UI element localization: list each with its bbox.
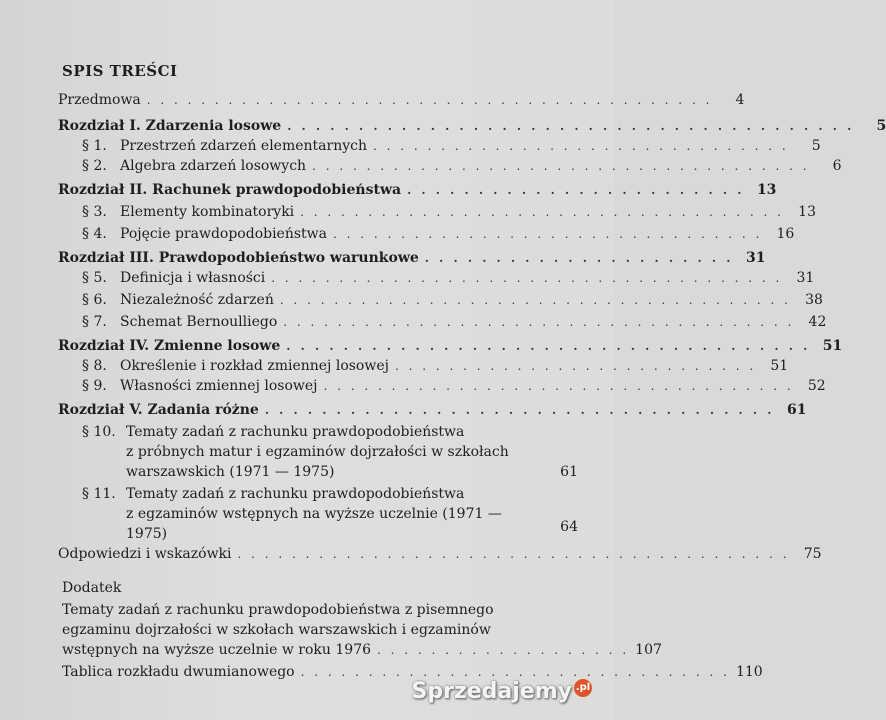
toc-entry-page: 75 [803,546,822,562]
toc-entry-page: 13 [798,204,816,220]
toc-entry-page: 4 [735,92,745,108]
toc-section-10 [82,424,464,441]
toc-section [82,314,827,331]
toc-chapter [58,250,766,267]
toc-entry-page: 5 [876,118,886,134]
dot-leader: . . . . . . . . . . . . . . . . . . . . . . [424,251,734,265]
section-number: § 10. [82,424,116,440]
toc-entry-page: 31 [796,270,815,286]
toc-section [82,204,816,221]
dot-leader: . . . . . . . . . . . . . . . . . . . . . . . . . . . . . . . . . . . . . . [283,315,795,329]
dot-leader: . . . . . . . . . . . . . . . . . . . . . . . . . . . . . . . . . . . . [300,205,784,219]
toc-entry-title: Przedmowa [58,92,141,108]
toc-chapter [58,182,777,199]
toc-entry-title: Rozdział III. Prawdopodobieństwo warunkowe [58,250,419,266]
toc-entry-page: 42 [808,314,827,330]
toc-entry-page: 61 [786,402,807,418]
dot-leader: . . . . . . . . . . . . . . . . . . . . . . . . . . . . . . . . . . . . . [286,339,811,353]
section-number: § 5. [82,270,107,286]
toc-entry-title: Przestrzeń zdarzeń elementarnych [120,138,367,154]
toc-entry-title: Rozdział I. Zdarzenia losowe [58,118,282,134]
toc-entry-title: Rozdział IV. Zmienne losowe [58,338,281,354]
toc-chapter [58,338,843,355]
toc-entry-title: Pojęcie prawdopodobieństwa [120,226,327,242]
dot-leader: . . . . . . . . . . . . . . . . . . . . . . . . . . . . . . . . . . . . . . . . [287,119,855,133]
section-10-line-3: warszawskich (1971 — 1975) [126,464,335,480]
dot-leader: . . . . . . . . . . . . . . . . . . . . . . . . . . . . . . . . . . . . . . . . . [237,547,790,561]
section-number: § 8. [82,358,107,374]
dot-leader: . . . . . . . . . . . . . . . . . . . . . . . . . . . . . . . [372,139,789,153]
dot-leader: . . . . . . . . . . . . . . . . . . . . . . . . . . . [394,359,757,373]
section-10-line-1: Tematy zadań z rachunku prawdopodobieństwa [126,424,465,440]
toc-entry-title: Rozdział V. Zadania różne [58,402,259,418]
toc-entry-title: Odpowiedzi i wskazówki [58,546,232,562]
watermark-badge: .pl [574,679,592,697]
toc-entry-title: Rozdział II. Rachunek prawdopodobieństwa [58,182,402,198]
toc-entry-page: 61 [560,464,578,480]
toc-entry-page: 38 [805,292,823,308]
toc-entry-page: 64 [560,519,578,535]
dot-leader: . . . . . . . . . . . . . . . . . . . . . . . . . . . . . . . . . . . . . . [279,293,791,307]
section-11-line-3: 1975) [126,526,168,542]
toc-entry-title: Schemat Bernoulliego [120,314,278,330]
toc-entry-page: 13 [756,182,777,198]
section-10-line-2: z próbnych matur i egzaminów dojrzałości w szkołach [126,444,509,460]
dot-leader: . . . . . . . . . . . . . . . . . . . . . . . . . . . . . . . . [333,227,763,241]
toc-entry-page: 31 [745,250,766,266]
toc-section [82,270,815,287]
toc-entry-page: 16 [776,226,795,242]
toc-section [82,138,821,155]
toc-entry [58,92,745,109]
watermark-text: Sprzedajemy [411,679,572,704]
toc-entry-title: Określenie i rozkład zmiennej losowej [120,358,389,374]
dot-leader: . . . . . . . . . . . . . . . . . . . [377,643,630,657]
toc-section [82,292,823,309]
appendix-line-2: egzaminu dojrzałości w szkołach warszawskich i egzaminów [62,622,491,638]
dot-leader: . . . . . . . . . . . . . . . . . . . . . . . . . . . . . . . . . . . . . . . . . . [146,93,713,107]
toc-entry-page: 51 [822,338,843,354]
dot-leader: . . . . . . . . . . . . . . . . . . . . . . . . . . . . . . . . . . . . . . [271,271,783,285]
dot-leader: . . . . . . . . . . . . . . . . . . . . . . . . [407,183,745,197]
section-number: § 4. [82,226,107,242]
toc-section [82,226,795,243]
toc-entry [58,546,822,563]
appendix-line-1: Tematy zadań z rachunku prawdopodobieństwa z pisemnego [62,602,494,618]
section-11-line-2: z egzaminów wstępnych na wyższe uczelnie (1971 — [126,506,502,522]
dot-leader: . . . . . . . . . . . . . . . . . . . . . . . . . . . . . . . . . . . . . [312,159,810,173]
section-number: § 9. [82,378,107,394]
section-number: § 6. [82,292,107,308]
toc-entry-title: Tablica rozkładu dwumianowego [62,664,295,680]
appendix-line-3: wstępnych na wyższe uczelnie w roku 1976 [62,642,372,658]
section-11-line-1: Tematy zadań z rachunku prawdopodobieństwa [126,486,465,502]
toc-entry-title: Algebra zdarzeń losowych [120,158,307,174]
toc-section-11 [82,486,464,503]
toc-entry-page: 110 [735,664,763,680]
section-number: § 1. [82,138,107,154]
toc-entry-page: 5 [811,138,821,154]
toc-entry-page: 51 [770,358,789,374]
appendix-heading: Dodatek [62,580,122,596]
toc-chapter [58,118,886,135]
toc-entry-page: 52 [807,378,826,394]
toc-section [82,158,842,175]
toc-entry [62,642,662,659]
dot-leader: . . . . . . . . . . . . . . . . . . . . . . . . . . . . . . . . . . . . [264,403,775,417]
dot-leader: . . . . . . . . . . . . . . . . . . . . . . . . . . . . . . . . [300,665,730,679]
toc-entry-title: Niezależność zdarzeń [120,292,274,308]
sprzedajemy-watermark [412,679,593,704]
toc-entry-page: 107 [635,642,662,658]
toc-entry-title: Własności zmiennej losowej [120,378,318,394]
section-number: § 2. [82,158,107,174]
page-title: SPIS TREŚCI [62,62,178,80]
toc-entry-title: Elementy kombinatoryki [120,204,295,220]
toc-entry-page: 6 [832,158,842,174]
section-number: § 3. [82,204,107,220]
section-number: § 11. [82,486,116,502]
toc-entry-title: Definicja i własności [120,270,266,286]
toc-section [82,378,826,395]
toc-chapter [58,402,807,419]
section-number: § 7. [82,314,107,330]
toc-section [82,358,789,375]
dot-leader: . . . . . . . . . . . . . . . . . . . . . . . . . . . . . . . . . . . [323,379,794,393]
